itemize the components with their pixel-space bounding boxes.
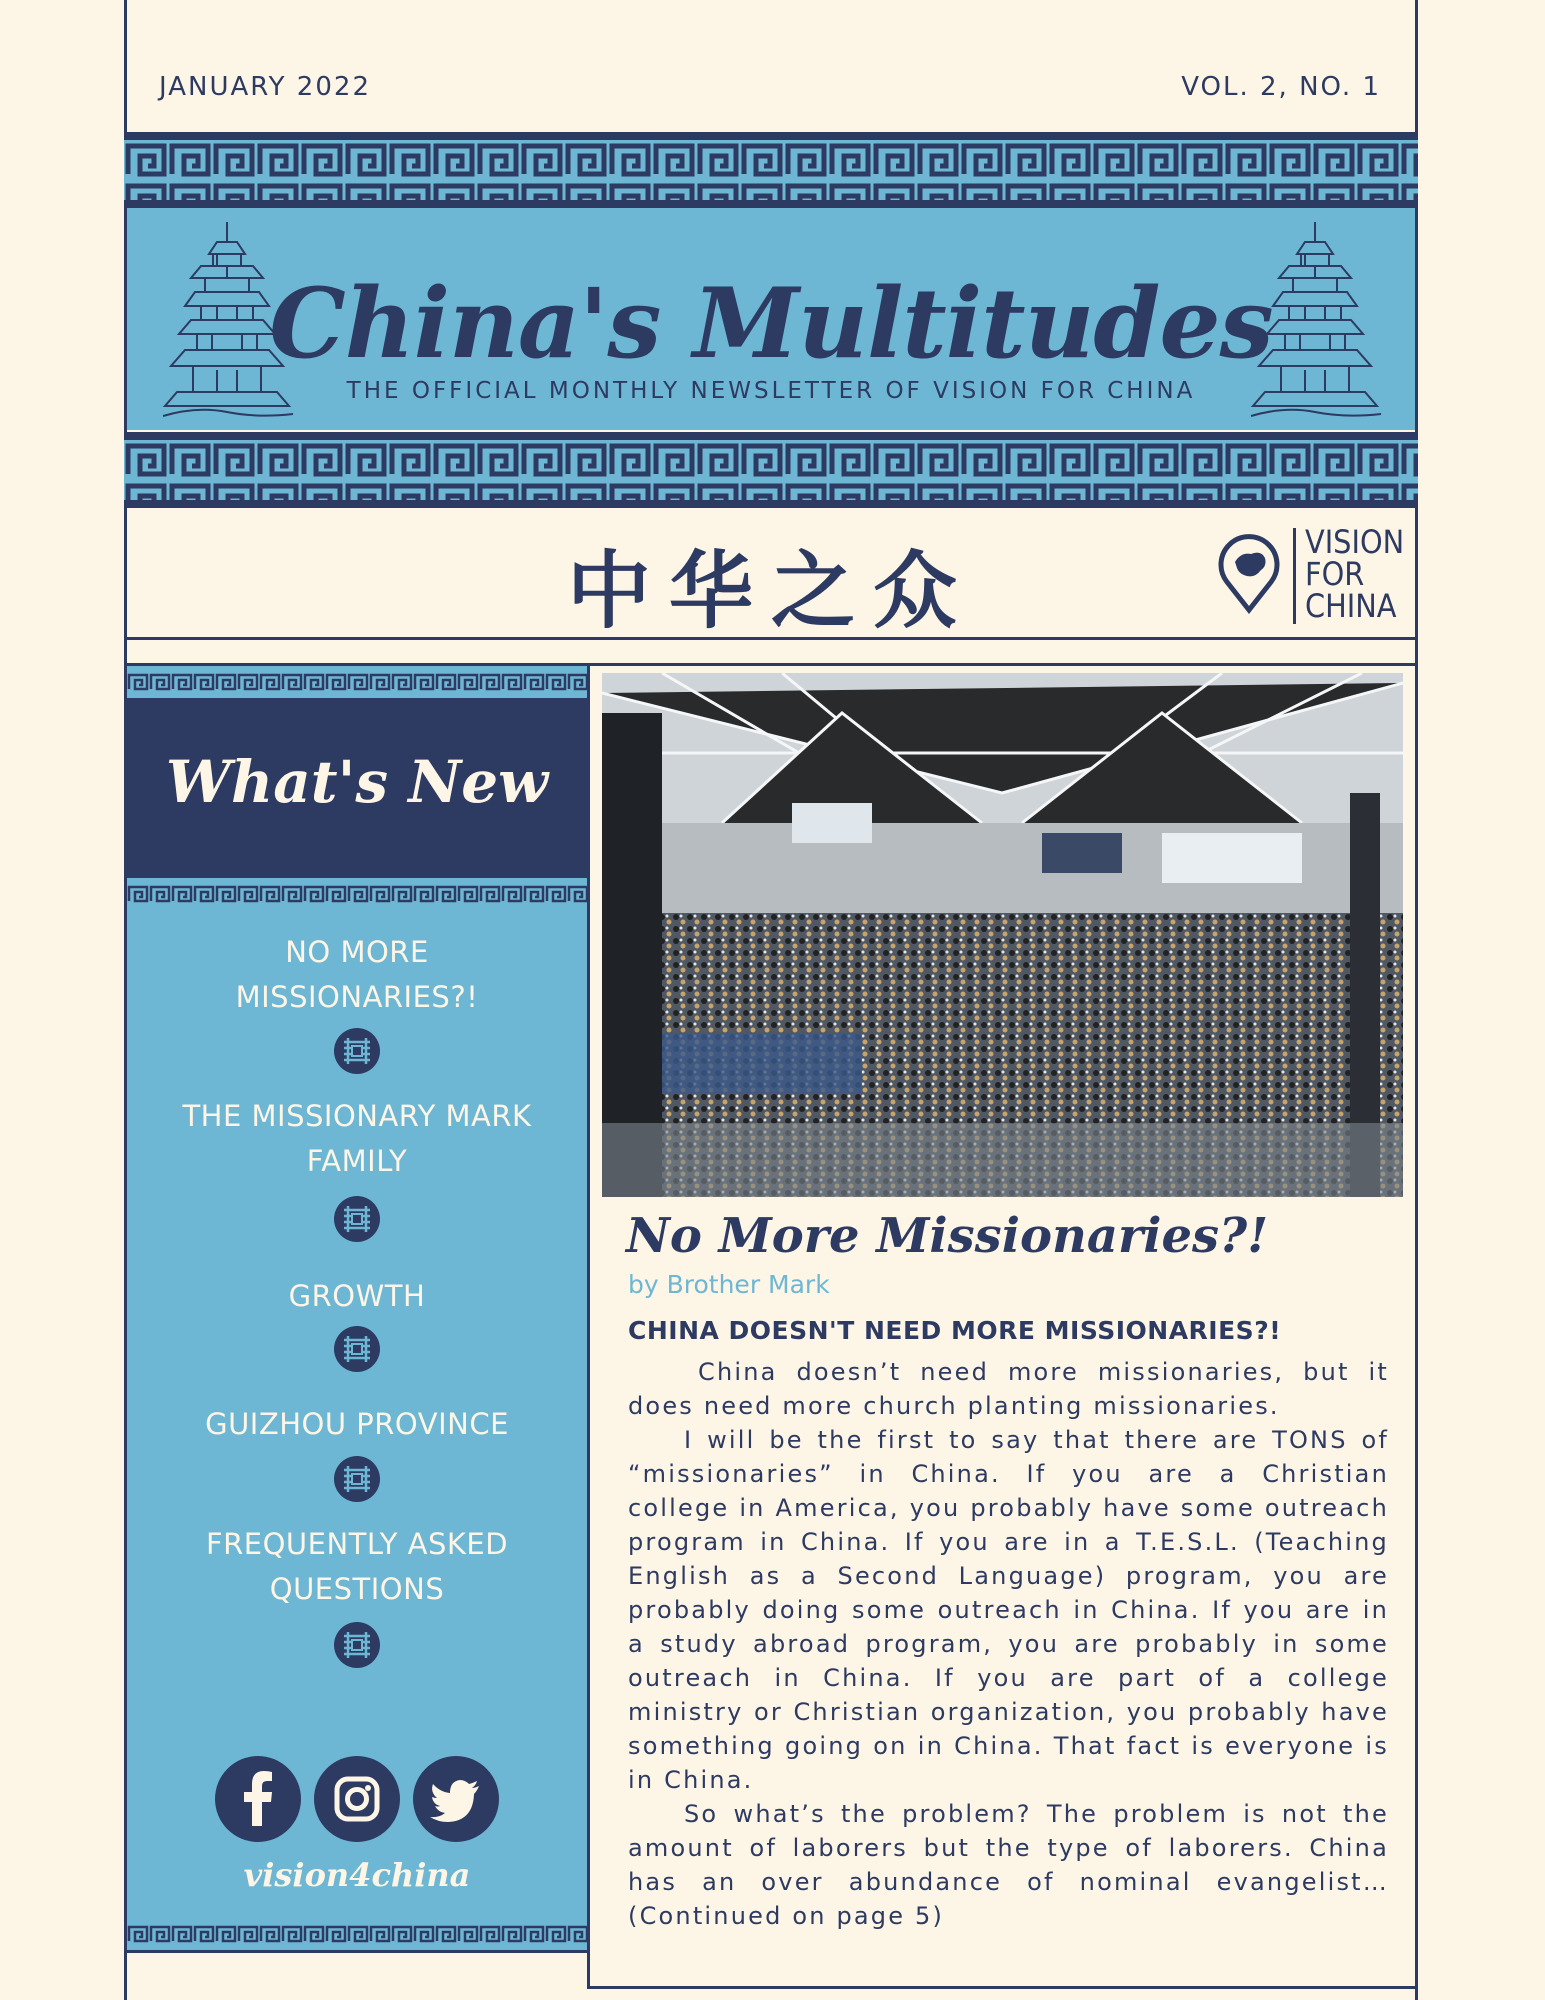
chinese-title: 中华之众: [566, 541, 975, 640]
masthead: [127, 208, 1415, 430]
logo-divider: [1293, 528, 1296, 624]
twitter-icon[interactable]: [413, 1756, 499, 1842]
issue-volume: VOL. 2, NO. 1: [1181, 72, 1381, 102]
logo-line-for: FOR: [1305, 555, 1365, 593]
newsletter-subtitle: THE OFFICIAL MONTHLY NEWSLETTER OF VISION FOR CHINA: [346, 378, 1196, 404]
article-paragraph: China doesn’t need more missionaries, but it does need more church planting missionaries.: [628, 1358, 1389, 1420]
toc-item-no-more-missionaries[interactable]: NO MORE MISSIONARIES?!: [235, 935, 479, 1014]
article-body: [628, 1355, 1389, 1933]
issue-date: JANUARY 2022: [159, 72, 371, 102]
facebook-icon[interactable]: [215, 1756, 301, 1842]
sidebar-meander-mid: [127, 884, 587, 904]
meander-border-bottom: [124, 432, 1418, 508]
whats-new-header: [127, 698, 587, 878]
knot-divider-icon: [332, 1454, 382, 1504]
logo-line-china: CHINA: [1305, 587, 1397, 625]
knot-divider-icon: [332, 1026, 382, 1076]
whats-new-heading: What's New: [165, 748, 549, 816]
chinese-title-band: [124, 508, 1418, 640]
article-paragraph: I will be the first to say that there are TONS of “missionaries” in China. If you are a Christian college in America, you probably have some outreach program in China. If you are in a T.E.S.L. (Teaching English as a Second Language) program, you are probably doing some outreach in China. If you are in a study abroad program, you are probably in some outreach in China. If you are part of a college ministry or Christian organization, you probably have something going on in China. That fact is everyone is in China.: [628, 1426, 1389, 1794]
instagram-icon[interactable]: [314, 1756, 400, 1842]
toc-item-faq[interactable]: FREQUENTLY ASKED QUESTIONS: [205, 1527, 509, 1606]
meander-border-top: [124, 132, 1418, 208]
toc-item-missionary-mark-family[interactable]: THE MISSIONARY MARK FAMILY: [182, 1099, 532, 1178]
social-handle[interactable]: vision4china: [243, 1856, 471, 1894]
newsletter-title: China's Multitudes: [269, 267, 1273, 380]
logo-line-vision: VISION: [1305, 523, 1405, 561]
article-kicker: CHINA DOESN'T NEED MORE MISSIONARIES?!: [628, 1316, 1282, 1345]
knot-divider-icon: [332, 1194, 382, 1244]
sidebar: [124, 663, 590, 1953]
train-station-photo: [602, 673, 1403, 1197]
logo-wordmark: [1305, 523, 1405, 625]
toc-item-guizhou-province[interactable]: GUIZHOU PROVINCE: [205, 1407, 509, 1441]
sidebar-meander-top: [127, 672, 587, 692]
article-headline: No More Missionaries?!: [626, 1208, 1269, 1264]
knot-divider-icon: [332, 1324, 382, 1374]
toc-item-growth[interactable]: GROWTH: [288, 1279, 426, 1313]
map-pin-icon: [1217, 534, 1281, 614]
article-paragraph: So what’s the problem? The problem is not the amount of laborers but the type of laborers. China has an over abundance of nominal evangelist… (Continued on page 5): [628, 1800, 1389, 1930]
article-byline: by Brother Mark: [628, 1270, 830, 1299]
sidebar-meander-bottom: [127, 1924, 587, 1944]
knot-divider-icon: [332, 1620, 382, 1670]
